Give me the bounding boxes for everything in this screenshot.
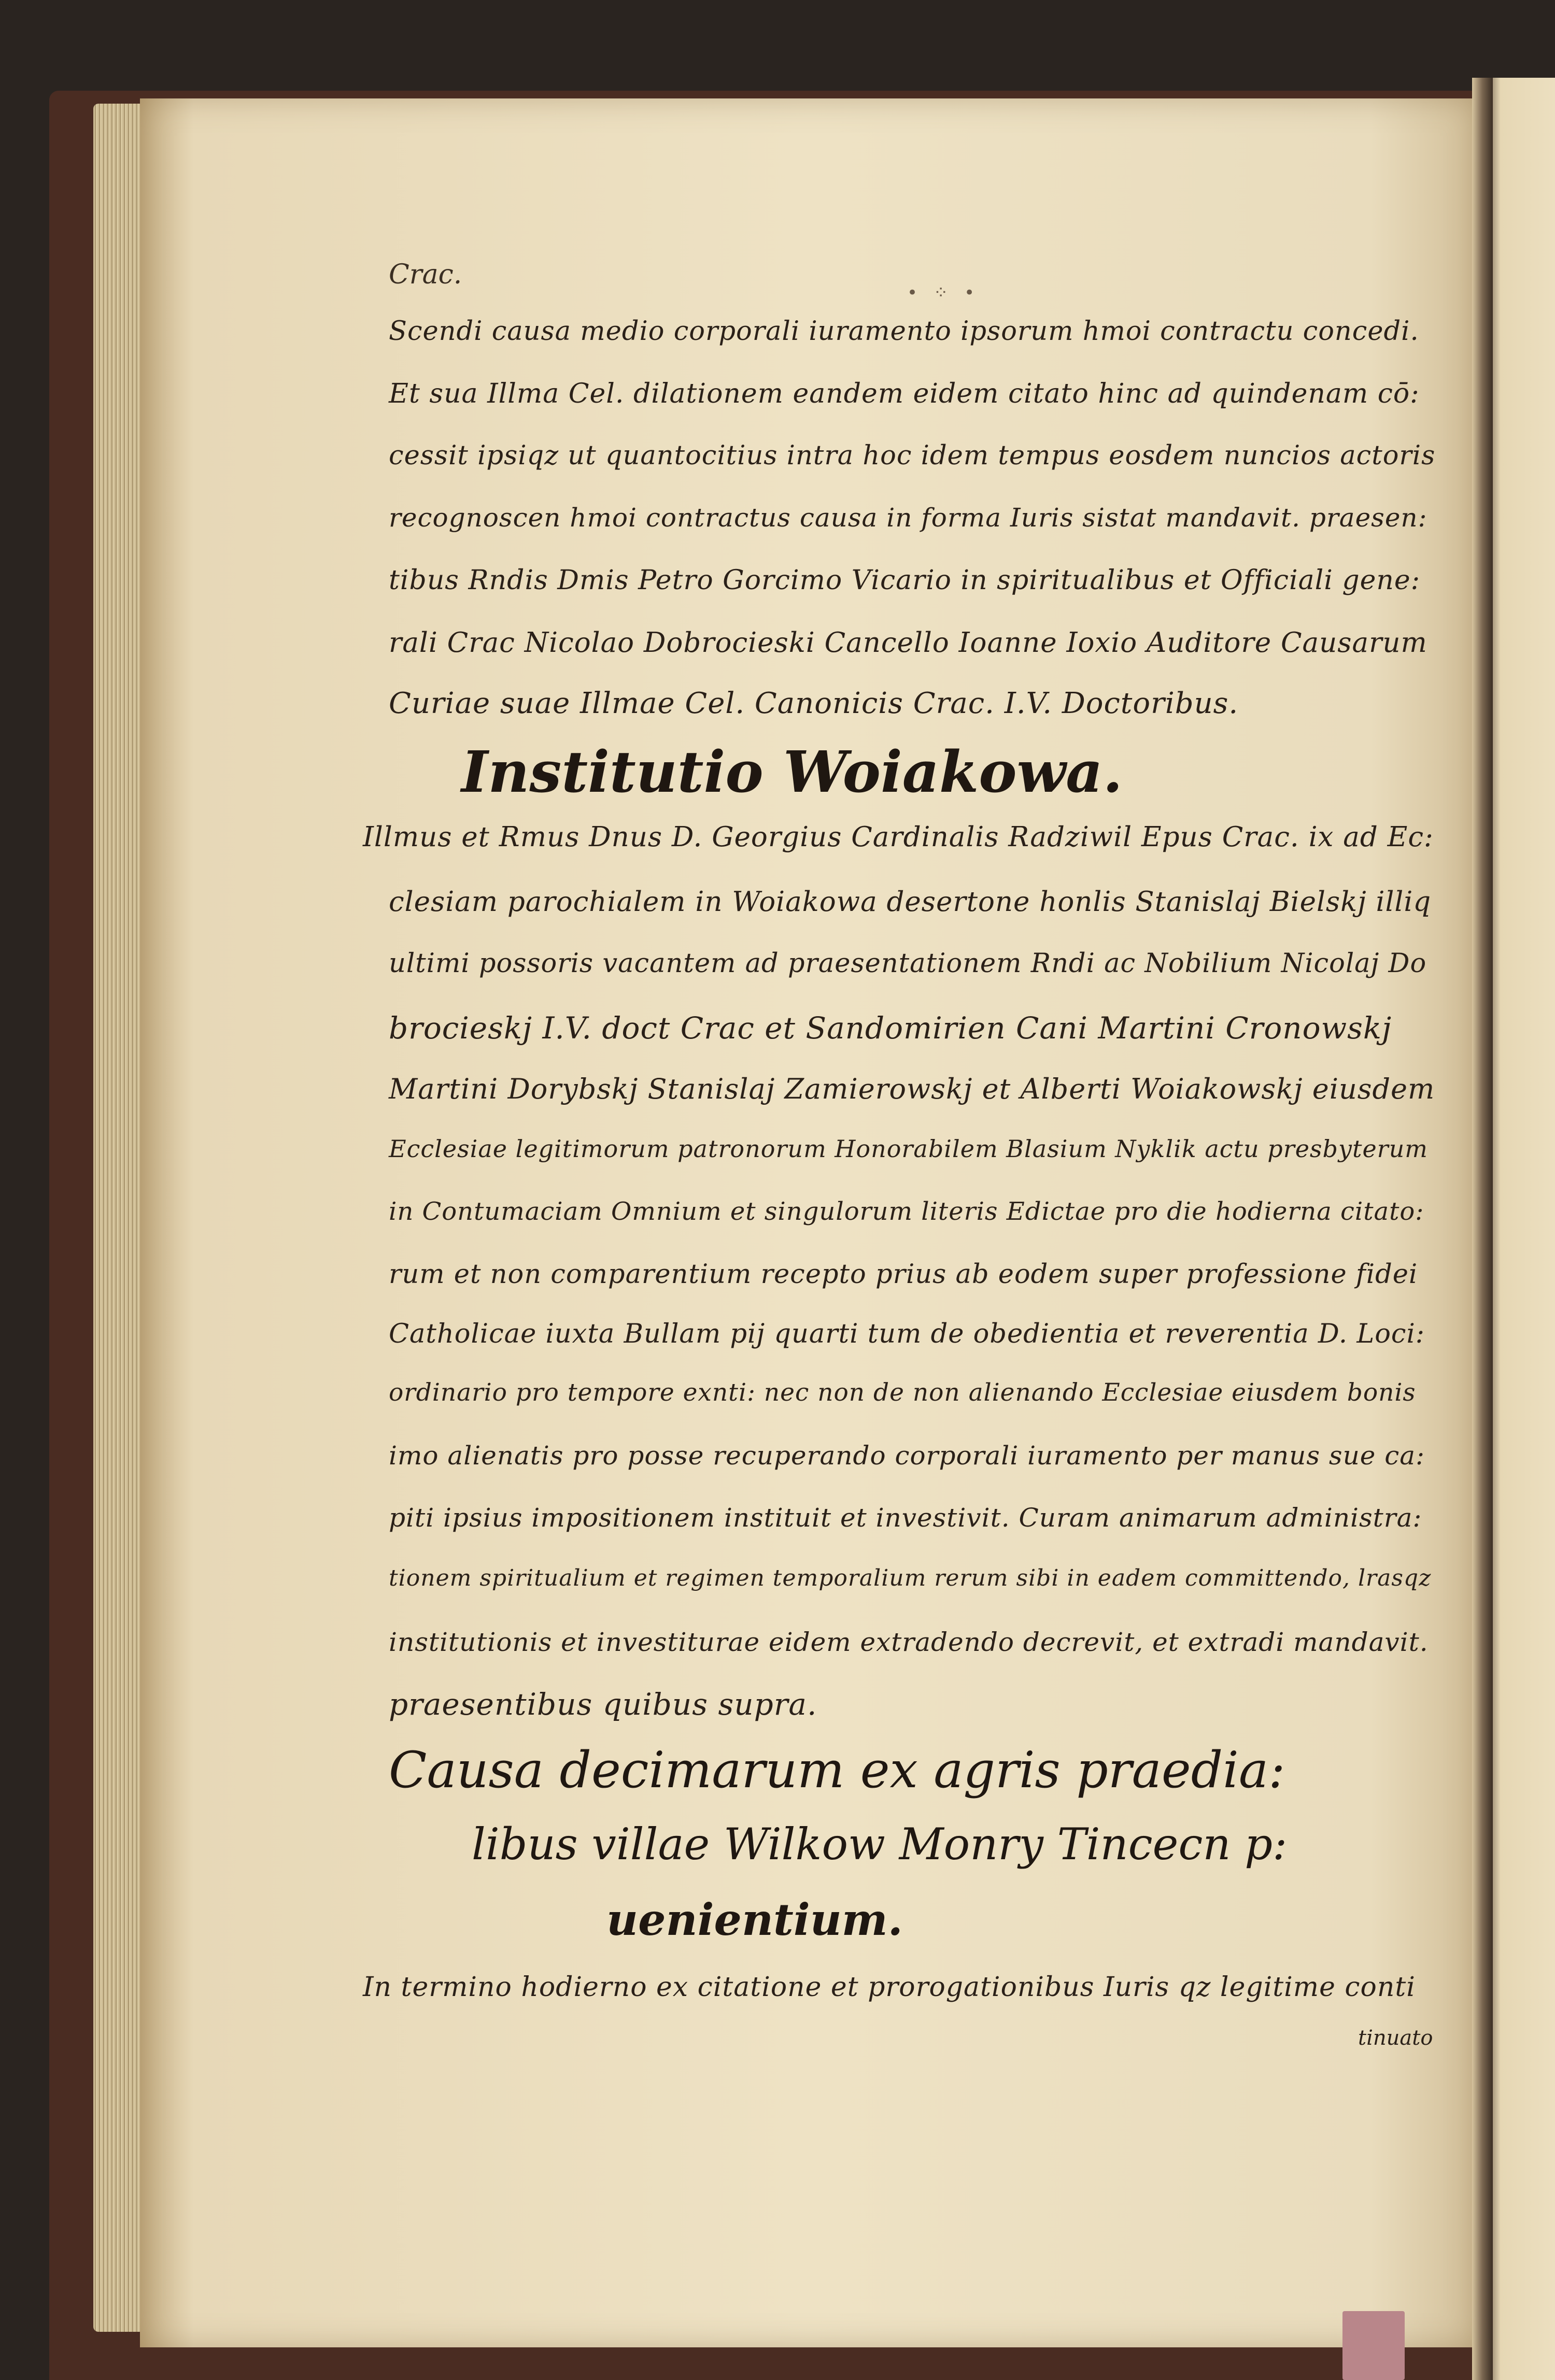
heading-causa-line-1: Causa decimarum ex agris praedia: [389, 1741, 1285, 1799]
page-text [140, 98, 1477, 2347]
text-line: ultimi possoris vacantem ad praesentationem Rndi ac Nobilium Nicolaj Do [389, 948, 1427, 979]
text-line: tibus Rndis Dmis Petro Gorcimo Vicario in spiritualibus et Officiali gene: [389, 565, 1421, 596]
text-line: Illmus et Rmus Dnus D. Georgius Cardinalis Radziwil Epus Crac. ix ad Ec: [363, 821, 1434, 853]
heading-institutio: Institutio Woiakowa. [461, 738, 1123, 805]
text-line: piti ipsius impositionem instituit et investivit. Curam animarum administra: [389, 1503, 1422, 1533]
text-line: In termino hodierno ex citatione et prorogationibus Iuris qz legitime conti [363, 1972, 1416, 2003]
text-line: brocieskj I.V. doct Crac et Sandomirien Cani Martini Cronowskj [389, 1010, 1392, 1046]
text-line: Scendi causa medio corporali iuramento ipsorum hmoi contractu concedi. [389, 316, 1419, 347]
heading-causa-line-2: libus villae Wilkow Monry Tincecn p: [472, 1819, 1288, 1870]
book-gutter [1472, 78, 1493, 2380]
text-line: Martini Dorybskj Stanislaj Zamierowskj et Alberti Woiakowskj eiusdem [389, 1073, 1435, 1105]
text-line: institutionis et investiturae eidem extradendo decrevit, et extradi mandavit. [389, 1627, 1429, 1657]
text-line: cessit ipsiqz ut quantocitius intra hoc idem tempus eosdem nuncios actoris [389, 440, 1436, 471]
text-line: tionem spiritualium et regimen temporalium rerum sibi in eadem committendo, lrasqz [389, 1565, 1432, 1591]
text-line: recognoscen hmoi contractus causa in forma Iuris sistat mandavit. praesen: [389, 503, 1427, 533]
manuscript-page [140, 98, 1477, 2347]
text-line: Catholicae iuxta Bullam pij quarti tum de obedientia et reverentia D. Loci: [389, 1319, 1425, 1349]
text-line: in Contumaciam Omnium et singulorum literis Edictae pro die hodierna citato: [389, 1197, 1424, 1226]
text-line: praesentibus quibus supra. [389, 1687, 817, 1722]
catchword: tinuato [1358, 2026, 1433, 2050]
text-line: imo alienatis pro posse recuperando corporali iuramento per manus sue ca: [389, 1441, 1425, 1471]
bookmark-ribbon [1342, 2311, 1405, 2380]
decoration: • ⁘ • [907, 282, 980, 303]
facing-page-edge [1482, 78, 1555, 2380]
text-line: Curiae suae Illmae Cel. Canonicis Crac. I.V. Doctoribus. [389, 687, 1239, 720]
text-line: clesiam parochialem in Woiakowa desertone honlis Stanislaj Bielskj illiq [389, 886, 1432, 918]
text-line: Ecclesiae legitimorum patronorum Honorabilem Blasium Nyklik actu presbyterum [389, 1135, 1428, 1163]
text-line: Et sua Illma Cel. dilationem eandem eidem citato hinc ad quindenam cō: [389, 378, 1420, 409]
marginal-note: Crac. [389, 259, 462, 290]
text-line: ordinario pro tempore exnti: nec non de non alienando Ecclesiae eiusdem bonis [389, 1378, 1416, 1407]
text-line: rali Crac Nicolao Dobrocieski Cancello Ioanne Ioxio Auditore Causarum [389, 627, 1427, 659]
heading-causa-line-3: uenientium. [606, 1894, 903, 1945]
text-line: rum et non comparentium recepto prius ab eodem super professione fidei [389, 1259, 1418, 1290]
